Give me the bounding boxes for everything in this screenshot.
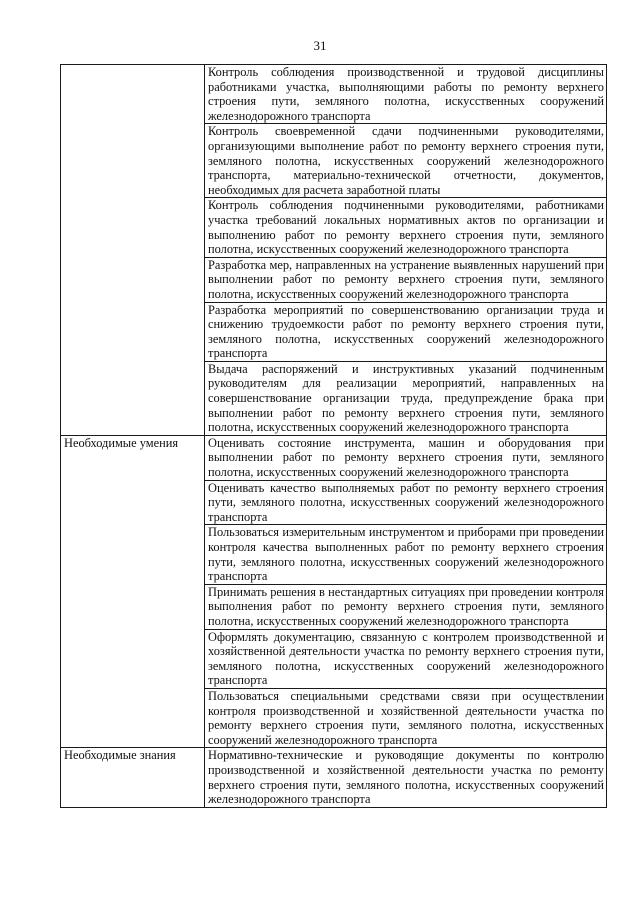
row-label-knowledge: Необходимые знания — [61, 748, 205, 807]
table-cell: Принимать решения в нестандартных ситуациях при проведении контроля выполнения работ по ремонту верхнего строения пути, земляного полотна, искусственных сооружений железнодорожного транспорта — [205, 584, 607, 629]
table-cell: Контроль своевременной сдачи подчиненными руководителями, организующими выполнение работ по ремонту верхнего строения пути, земляного полотна, искусственных сооружений железнодорожного транспорта, материально-технической отчетности, документов, необходимых для расчета заработной платы — [205, 124, 607, 198]
table-cell: Оценивать качество выполняемых работ по ремонту верхнего строения пути, земляного полотна, искусственных сооружений железнодорожного транспорта — [205, 480, 607, 525]
row-label-skills: Необходимые умения — [61, 435, 205, 747]
table-cell: Выдача распоряжений и инструктивных указаний подчиненным руководителям для реализации мероприятий, направленных на совершенствование организации труда, предупреждение брака при выполнении работ по ремонту верхнего строения пути, земляного полотна, искусственных сооружений железнодорожного транспорта — [205, 361, 607, 435]
table-cell: Оформлять документацию, связанную с контролем производственной и хозяйственной деятельности участка по ремонту верхнего строения пути, земляного полотна, искусственных сооружений железнодорожного транспорта — [205, 629, 607, 688]
table-cell: Контроль соблюдения подчиненными руководителями, работниками участка требований локальных нормативных актов по организации и выполнению работ по ремонту верхнего строения пути, земляного полотна, искусственных сооружений железнодорожного транспорта — [205, 198, 607, 257]
table-row — [61, 435, 607, 480]
table-cell: Контроль соблюдения производственной и трудовой дисциплины работниками участка, выполняющими работы по ремонту верхнего строения пути, земляного полотна, искусственных сооружений железнодорожного транспорта — [205, 65, 607, 124]
row-label — [61, 65, 205, 436]
table-cell: Нормативно-технические и руководящие документы по контролю производственной и хозяйственной деятельности участка по ремонту верхнего строения пути, земляного полотна, искусственных сооружений железнодорожного транспорта — [205, 748, 607, 807]
requirements-table — [60, 64, 607, 808]
table-cell: Пользоваться измерительным инструментом и приборами при проведении контроля качества выполненных работ по ремонту верхнего строения пути, земляного полотна, искусственных сооружений железнодорожного транспорта — [205, 525, 607, 584]
page-number: 31 — [313, 38, 327, 53]
table-row — [61, 748, 607, 807]
table-cell: Разработка мероприятий по совершенствованию организации труда и снижению трудоемкости работ по ремонту верхнего строения пути, земляного полотна, искусственных сооружений железнодорожного транспорта — [205, 302, 607, 361]
table-cell: Разработка мер, направленных на устранение выявленных нарушений при выполнении работ по ремонту верхнего строения пути, земляного полотна, искусственных сооружений железнодорожного транспорта — [205, 257, 607, 302]
table-cell: Оценивать состояние инструмента, машин и оборудования при выполнении работ по ремонту верхнего строения пути, земляного полотна, искусственных сооружений железнодорожного транспорта — [205, 435, 607, 480]
table-cell: Пользоваться специальными средствами связи при осуществлении контроля производственной и хозяйственной деятельности участка по ремонту верхнего строения пути, земляного полотна, искусственных сооружений железнодорожного транспорта — [205, 688, 607, 747]
table-row — [61, 65, 607, 124]
